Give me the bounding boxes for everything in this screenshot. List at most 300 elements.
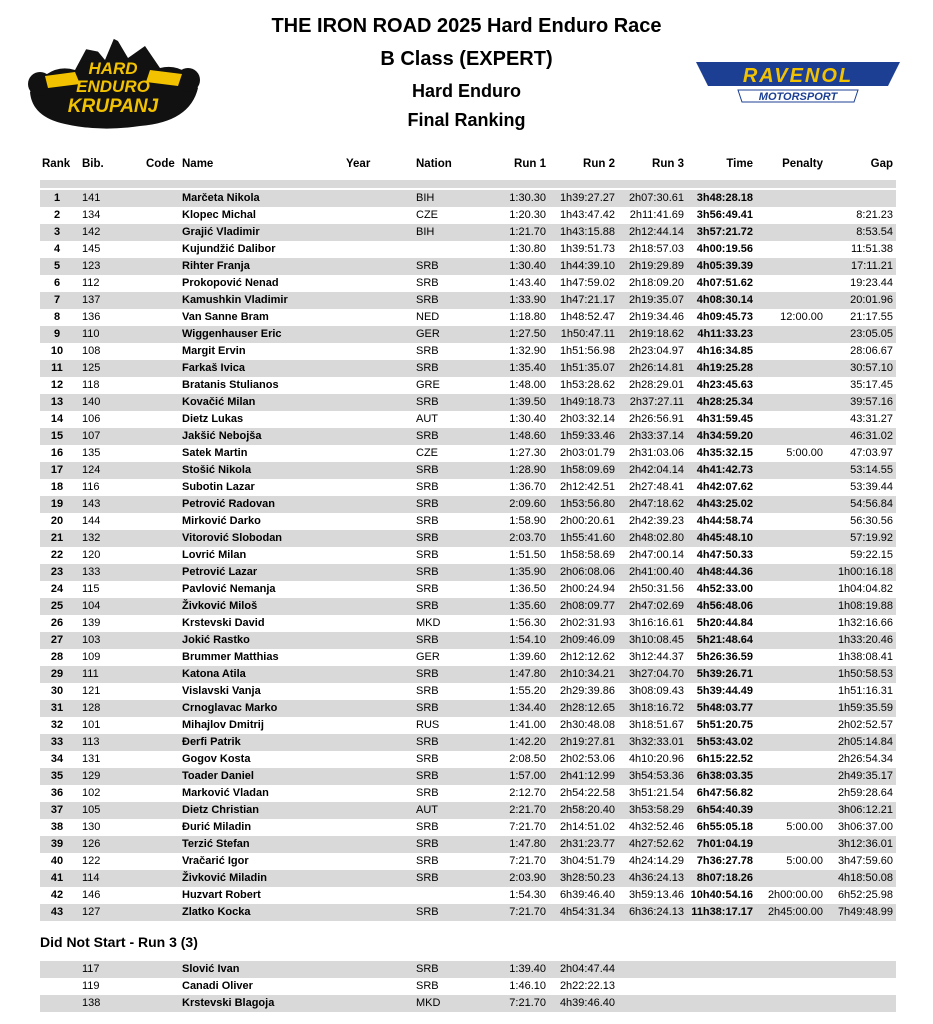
nation-cell: SRB (416, 566, 439, 578)
bib-cell: 109 (82, 651, 101, 663)
run1-cell: 2:21.70 (509, 804, 546, 816)
gap-cell: 17:11.21 (850, 260, 893, 272)
time-cell: 4h08:30.14 (696, 294, 753, 306)
bib-cell: 102 (82, 787, 101, 799)
nation-cell: GRE (416, 379, 440, 391)
run2-cell: 6h39:46.40 (559, 889, 615, 901)
run2-cell: 1h43:15.88 (559, 226, 615, 238)
ranking-table (40, 190, 896, 921)
nation-cell: SRB (416, 753, 439, 765)
rank-cell: 20 (50, 515, 64, 527)
run3-cell: 4h27:52.62 (628, 838, 684, 850)
run2-cell: 1h47:59.02 (559, 277, 615, 289)
col-run2: Run 2 (583, 158, 615, 170)
time-cell: 3h57:21.72 (696, 226, 753, 238)
rank-cell: 33 (50, 736, 64, 748)
gap-cell: 1h08:19.88 (837, 600, 893, 612)
run2-cell: 1h39:27.27 (559, 192, 615, 204)
bib-cell: 145 (82, 243, 101, 255)
time-cell: 4h23:45.63 (696, 379, 753, 391)
nation-cell: SRB (416, 685, 439, 697)
name-cell: Živković Miloš (182, 600, 258, 612)
run3-cell: 2h19:35.07 (628, 294, 684, 306)
time-cell: 4h00:19.56 (696, 243, 753, 255)
run1-cell: 1:36.70 (509, 481, 546, 493)
table-row (40, 887, 896, 904)
rank-cell: 9 (53, 328, 61, 340)
rank-cell: 12 (50, 379, 64, 391)
run2-cell: 2h54:22.58 (559, 787, 615, 799)
run2-cell: 1h51:35.07 (559, 362, 615, 374)
nation-cell: SRB (416, 872, 439, 884)
rank-cell: 18 (50, 481, 64, 493)
run1-cell: 7:21.70 (509, 821, 546, 833)
discipline-title: Hard Enduro (411, 81, 521, 101)
name-cell: Wiggenhauser Eric (182, 328, 282, 340)
run1-cell: 2:08.50 (509, 753, 546, 765)
table-row (40, 649, 896, 666)
time-cell: 8h07:18.26 (696, 872, 753, 884)
run1-cell: 1:32.90 (509, 345, 546, 357)
run2-cell: 1h39:51.73 (559, 243, 615, 255)
run3-cell: 3h16:16.61 (628, 617, 684, 629)
bib-cell: 114 (82, 872, 100, 884)
run2-cell: 2h12:42.51 (559, 481, 615, 493)
rank-cell: 15 (50, 430, 64, 442)
time-cell: 4h11:33.23 (697, 328, 753, 340)
bib-cell: 106 (82, 413, 101, 425)
name-cell: Kamushkin Vladimir (182, 294, 288, 306)
run3-cell: 4h36:24.13 (628, 872, 684, 884)
name-cell: Zlatko Kocka (182, 906, 251, 918)
run1-cell: 1:30.30 (509, 192, 546, 204)
run3-cell: 2h48:02.80 (628, 532, 684, 544)
table-row (40, 717, 896, 734)
nation-cell: SRB (416, 770, 439, 782)
run1-cell: 1:33.90 (509, 294, 546, 306)
gap-cell: 1h00:16.18 (837, 566, 893, 578)
run2-cell: 1h59:33.46 (559, 430, 615, 442)
run1-cell: 1:54.30 (509, 889, 546, 901)
gap-cell: 4h18:50.08 (837, 872, 893, 884)
name-cell: Đerfi Patrik (182, 736, 241, 748)
run1-cell: 1:48.00 (509, 379, 546, 391)
name-cell: Đurić Miladin (182, 821, 252, 833)
penalty-cell: 5:00.00 (786, 821, 823, 833)
name-cell: Mihajlov Dmitrij (182, 719, 264, 731)
run2-cell: 2h06:08.06 (559, 566, 615, 578)
rank-cell: 30 (50, 685, 64, 697)
bib-cell: 107 (82, 430, 101, 442)
rank-cell: 24 (50, 583, 64, 595)
bib-cell: 127 (82, 906, 101, 918)
run1-cell: 1:39.60 (509, 651, 546, 663)
table-row (40, 734, 896, 751)
name-cell: Petrović Lazar (182, 566, 258, 578)
nation-cell: SRB (416, 464, 439, 476)
run3-cell: 3h27:04.70 (628, 668, 684, 680)
nation-cell: CZE (416, 447, 438, 459)
run1-cell: 1:55.20 (509, 685, 546, 697)
dns-row (40, 978, 896, 995)
run2-cell: 1h58:09.69 (559, 464, 615, 476)
gap-cell: 1h50:58.53 (837, 668, 893, 680)
time-cell: 5h39:26.71 (696, 668, 753, 680)
run2-cell: 1h44:39.10 (559, 260, 615, 272)
run1-cell: 1:58.90 (509, 515, 546, 527)
run1-cell: 1:34.40 (509, 702, 546, 714)
table-row (40, 666, 896, 683)
nation-cell: GER (416, 651, 440, 663)
run3-cell: 2h18:09.20 (628, 277, 684, 289)
col-year: Year (346, 158, 371, 170)
col-nation: Nation (416, 158, 452, 170)
name-cell: Rihter Franja (182, 260, 250, 272)
gap-cell: 11:51.38 (850, 243, 893, 255)
nation-cell: SRB (416, 787, 439, 799)
time-cell: 6h54:40.39 (696, 804, 753, 816)
table-row (40, 275, 896, 292)
rank-cell: 38 (50, 821, 64, 833)
gap-cell: 47:03.97 (850, 447, 893, 459)
bib-cell: 113 (82, 736, 100, 748)
name-cell: Lovrić Milan (182, 549, 247, 561)
time-cell: 4h43:25.02 (696, 498, 753, 510)
run1-cell: 1:46.10 (509, 980, 546, 992)
run3-cell: 4h10:20.96 (628, 753, 684, 765)
run2-cell: 2h28:12.65 (559, 702, 615, 714)
nation-cell: SRB (416, 634, 439, 646)
run2-cell: 2h08:09.77 (559, 600, 615, 612)
name-cell: Živković Miladin (182, 872, 267, 884)
name-cell: Satek Martin (182, 447, 248, 459)
nation-cell: SRB (416, 668, 439, 680)
table-row (40, 836, 896, 853)
run3-cell: 3h18:51.67 (628, 719, 684, 731)
run3-cell: 2h07:30.61 (628, 192, 684, 204)
run3-cell: 2h31:03.06 (628, 447, 684, 459)
col-rank: Rank (42, 158, 71, 170)
run2-cell: 2h00:24.94 (559, 583, 615, 595)
run1-cell: 1:35.60 (509, 600, 546, 612)
run2-cell: 1h43:47.42 (559, 209, 615, 221)
nation-cell: SRB (416, 980, 439, 992)
gap-cell: 3h47:59.60 (837, 855, 893, 867)
ravenol-word: RAVENOL (742, 65, 854, 87)
ravenol-motorsport-logo (692, 56, 904, 106)
table-row (40, 496, 896, 513)
penalty-cell: 5:00.00 (786, 447, 823, 459)
bib-cell: 117 (82, 963, 100, 975)
nation-cell: SRB (416, 821, 439, 833)
name-cell: Brummer Matthias (182, 651, 279, 663)
run1-cell: 7:21.70 (509, 855, 546, 867)
bib-cell: 141 (82, 192, 101, 204)
nation-cell: SRB (416, 838, 439, 850)
gap-cell: 28:06.67 (850, 345, 893, 357)
rank-cell: 41 (50, 872, 64, 884)
run2-cell: 2h22:22.13 (559, 980, 615, 992)
run2-cell: 1h55:41.60 (559, 532, 615, 544)
run3-cell: 2h42:39.23 (628, 515, 684, 527)
run1-cell: 1:30.40 (509, 260, 546, 272)
time-cell: 5h39:44.49 (696, 685, 753, 697)
name-cell: Huzvart Robert (182, 889, 261, 901)
run2-cell: 2h31:23.77 (559, 838, 615, 850)
bib-cell: 132 (82, 532, 101, 544)
nation-cell: SRB (416, 736, 439, 748)
table-row (40, 241, 896, 258)
name-cell: Vitorović Slobodan (182, 532, 283, 544)
time-cell: 4h56:48.06 (696, 600, 753, 612)
rank-cell: 35 (50, 770, 64, 782)
name-cell: Dietz Christian (182, 804, 260, 816)
run1-cell: 1:27.50 (509, 328, 546, 340)
run2-cell: 3h04:51.79 (559, 855, 615, 867)
run3-cell: 2h19:34.46 (628, 311, 684, 323)
bib-cell: 110 (82, 328, 100, 340)
name-cell: Terzić Stefan (182, 838, 250, 850)
gap-cell: 35:17.45 (850, 379, 893, 391)
name-cell: Klopec Michal (182, 209, 256, 221)
nation-cell: CZE (416, 209, 438, 221)
bib-cell: 103 (82, 634, 101, 646)
gap-cell: 23:05.05 (850, 328, 893, 340)
run1-cell: 7:21.70 (509, 906, 546, 918)
run2-cell: 2h12:12.62 (559, 651, 615, 663)
run3-cell: 3h54:53.36 (628, 770, 684, 782)
name-cell: Vislavski Vanja (182, 685, 261, 697)
gap-cell: 1h32:16.66 (837, 617, 893, 629)
col-code: Code (146, 158, 175, 170)
run2-cell: 1h51:56.98 (559, 345, 615, 357)
name-cell: Van Sanne Bram (182, 311, 269, 323)
table-row (40, 207, 896, 224)
time-cell: 6h15:22.52 (696, 753, 753, 765)
nation-cell: NED (416, 311, 440, 323)
rank-cell: 22 (50, 549, 64, 561)
run3-cell: 2h11:41.69 (629, 209, 684, 221)
rank-cell: 26 (50, 617, 64, 629)
nation-cell: MKD (416, 997, 441, 1009)
rank-cell: 17 (50, 464, 64, 476)
table-row (40, 632, 896, 649)
name-cell: Marčeta Nikola (182, 192, 260, 204)
run1-cell: 1:47.80 (509, 668, 546, 680)
run2-cell: 2h02:31.93 (559, 617, 615, 629)
name-cell: Kovačić Milan (182, 396, 256, 408)
rank-cell: 43 (50, 906, 64, 918)
run2-cell: 1h47:21.17 (559, 294, 615, 306)
run2-cell: 3h28:50.23 (559, 872, 615, 884)
table-row (40, 785, 896, 802)
name-cell: Jakšić Nebojša (182, 430, 262, 442)
table-row (40, 530, 896, 547)
bib-cell: 123 (82, 260, 101, 272)
run2-cell: 2h41:12.99 (559, 770, 615, 782)
gap-cell: 59:22.15 (850, 549, 893, 561)
table-row (40, 581, 896, 598)
run1-cell: 2:03.90 (509, 872, 546, 884)
bib-cell: 131 (82, 753, 101, 765)
run3-cell: 3h12:44.37 (628, 651, 684, 663)
nation-cell: SRB (416, 963, 439, 975)
run3-cell: 2h18:57.03 (628, 243, 684, 255)
table-row (40, 513, 896, 530)
run2-cell: 2h03:01.79 (559, 447, 615, 459)
gap-cell: 39:57.16 (850, 396, 893, 408)
name-cell: Katona Atila (182, 668, 246, 680)
nation-cell: MKD (416, 617, 441, 629)
col-run1: Run 1 (514, 158, 546, 170)
name-cell: Subotin Lazar (182, 481, 255, 493)
gap-cell: 3h06:37.00 (837, 821, 893, 833)
rank-cell: 31 (50, 702, 64, 714)
nation-cell: SRB (416, 906, 439, 918)
bib-cell: 105 (82, 804, 101, 816)
rank-cell: 13 (50, 396, 64, 408)
run3-cell: 2h42:04.14 (628, 464, 684, 476)
table-row (40, 428, 896, 445)
run1-cell: 1:43.40 (509, 277, 546, 289)
bib-cell: 124 (82, 464, 101, 476)
bib-cell: 126 (82, 838, 101, 850)
rank-cell: 21 (50, 532, 64, 544)
time-cell: 7h36:27.78 (696, 855, 753, 867)
nation-cell: SRB (416, 345, 439, 357)
run3-cell: 2h28:29.01 (628, 379, 684, 391)
time-cell: 3h56:49.41 (696, 209, 753, 221)
table-row (40, 870, 896, 887)
gap-cell: 30:57.10 (850, 362, 893, 374)
nation-cell: SRB (416, 430, 439, 442)
run1-cell: 1:41.00 (509, 719, 546, 731)
nation-cell: SRB (416, 583, 439, 595)
run1-cell: 1:39.50 (509, 396, 546, 408)
rank-cell: 10 (50, 345, 64, 357)
run1-cell: 1:18.80 (509, 311, 546, 323)
rank-cell: 27 (50, 634, 64, 646)
rank-cell: 2 (53, 209, 61, 221)
bib-cell: 125 (82, 362, 101, 374)
time-cell: 4h42:07.62 (696, 481, 753, 493)
rank-cell: 28 (50, 651, 64, 663)
run2-cell: 1h50:47.11 (560, 328, 615, 340)
time-cell: 3h48:28.18 (696, 192, 753, 204)
header-divider (40, 180, 896, 188)
rank-cell: 4 (53, 243, 61, 255)
table-row (40, 411, 896, 428)
nation-cell: AUT (416, 804, 438, 816)
bib-cell: 116 (82, 481, 100, 493)
run1-cell: 2:03.70 (509, 532, 546, 544)
run1-cell: 1:35.90 (509, 566, 546, 578)
name-cell: Gogov Kosta (182, 753, 251, 765)
table-row (40, 190, 896, 207)
run2-cell: 2h09:46.09 (559, 634, 615, 646)
nation-cell: SRB (416, 260, 439, 272)
run1-cell: 1:28.90 (509, 464, 546, 476)
name-cell: Grajić Vladimir (182, 226, 260, 238)
logo-word-krupanj: KRUPANJ (67, 96, 159, 117)
run1-cell: 1:48.60 (509, 430, 546, 442)
run3-cell: 2h27:48.41 (628, 481, 684, 493)
run3-cell: 2h37:27.11 (629, 396, 684, 408)
rank-cell: 34 (50, 753, 64, 765)
run3-cell: 2h26:14.81 (628, 362, 684, 374)
run2-cell: 2h29:39.86 (559, 685, 615, 697)
table-row (40, 326, 896, 343)
run3-cell: 2h47:02.69 (628, 600, 684, 612)
table-row (40, 292, 896, 309)
table-row (40, 615, 896, 632)
table-row (40, 360, 896, 377)
name-cell: Stošić Nikola (182, 464, 252, 476)
time-cell: 4h44:58.74 (696, 515, 753, 527)
rank-cell: 11 (51, 362, 63, 374)
rank-cell: 7 (53, 294, 61, 306)
run1-cell: 1:56.30 (509, 617, 546, 629)
table-row (40, 445, 896, 462)
run1-cell: 1:36.50 (509, 583, 546, 595)
rank-cell: 23 (50, 566, 64, 578)
table-row (40, 802, 896, 819)
gap-cell: 8:21.23 (856, 209, 893, 221)
gap-cell: 7h49:48.99 (837, 906, 893, 918)
run2-cell: 2h14:51.02 (559, 821, 615, 833)
time-cell: 5h20:44.84 (696, 617, 753, 629)
name-cell: Farkaš Ivica (182, 362, 245, 374)
run2-cell: 2h19:27.81 (559, 736, 615, 748)
rank-cell: 40 (50, 855, 64, 867)
gap-cell: 8:53.54 (856, 226, 893, 238)
name-cell: Toader Daniel (182, 770, 254, 782)
run2-cell: 2h58:20.40 (559, 804, 615, 816)
gap-cell: 2h02:52.57 (837, 719, 893, 731)
name-cell: Mirković Darko (182, 515, 261, 527)
time-cell: 6h55:05.18 (696, 821, 753, 833)
run3-cell: 2h23:04.97 (628, 345, 684, 357)
logo-word-enduro: ENDURO (76, 77, 150, 96)
run3-cell: 6h36:24.13 (628, 906, 684, 918)
run1-cell: 7:21.70 (509, 997, 546, 1009)
nation-cell: GER (416, 328, 440, 340)
nation-cell: SRB (416, 362, 439, 374)
time-cell: 4h47:50.33 (696, 549, 753, 561)
class-title: B Class (EXPERT) (380, 48, 553, 70)
time-cell: 4h31:59.45 (696, 413, 753, 425)
rank-cell: 37 (50, 804, 64, 816)
run1-cell: 1:42.20 (509, 736, 546, 748)
bib-cell: 122 (82, 855, 101, 867)
column-headers (40, 158, 896, 178)
bib-cell: 136 (82, 311, 101, 323)
run3-cell: 3h59:13.46 (628, 889, 684, 901)
time-cell: 4h05:39.39 (696, 260, 753, 272)
run3-cell: 2h26:56.91 (628, 413, 684, 425)
run1-cell: 1:21.70 (509, 226, 546, 238)
table-row (40, 598, 896, 615)
dns-section-title: Did Not Start - Run 3 (3) (40, 934, 198, 950)
time-cell: 4h45:48.10 (696, 532, 753, 544)
time-cell: 5h53:43.02 (696, 736, 753, 748)
rank-cell: 36 (50, 787, 64, 799)
time-cell: 4h41:42.73 (696, 464, 753, 476)
run1-cell: 1:35.40 (509, 362, 546, 374)
run1-cell: 1:20.30 (509, 209, 546, 221)
bib-cell: 101 (82, 719, 101, 731)
bib-cell: 133 (82, 566, 101, 578)
